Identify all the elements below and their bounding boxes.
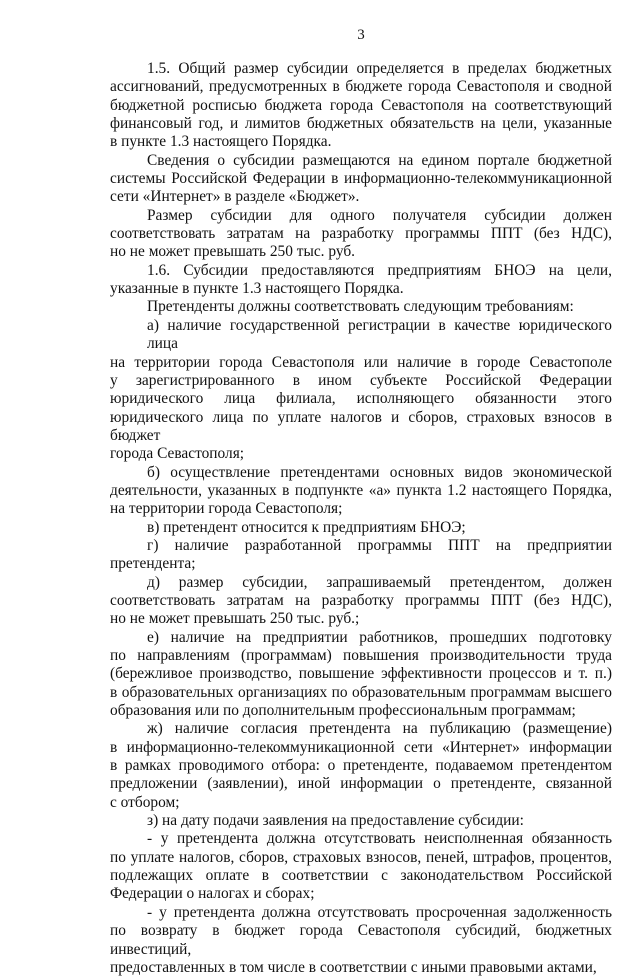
- paragraph-p1-6: [110, 262, 612, 299]
- text-line: образования или по дополнительным профессиональным программам;: [110, 702, 576, 720]
- text-line: з) на дату подачи заявления на предоставление субсидии:: [147, 812, 524, 830]
- text-line: с отбором;: [110, 793, 180, 811]
- text-line: предоставленных в том числе в соответствии с иными правовыми актами,: [110, 958, 597, 976]
- paragraph-req-zh: [110, 720, 612, 812]
- text-line: предложении (заявлении), иной информации о претенденте, связанной: [110, 775, 612, 793]
- text-line: б) осуществление претендентами основных видов экономической: [147, 463, 612, 481]
- paragraph-p1-5: [110, 60, 612, 152]
- page-number: 3: [357, 27, 365, 43]
- paragraph-req-e: [110, 629, 612, 721]
- text-line: на территории города Севастополя или наличие в городе Севастополе: [110, 353, 612, 371]
- document-body: [110, 60, 612, 977]
- paragraph-razmer: [110, 207, 612, 262]
- text-line: Претенденты должны соответствовать следующим требованиям:: [147, 298, 574, 316]
- text-line: 1.5. Общий размер субсидии определяется в пределах бюджетных: [147, 60, 612, 77]
- text-line: но не может превышать 250 тыс. руб.;: [110, 610, 360, 628]
- text-line: 1.6. Субсидии предоставляются предприятиям БНОЭ на цели,: [147, 261, 612, 279]
- text-line: - у претендента должна отсутствовать просроченная задолженность: [147, 903, 612, 921]
- text-line: бюджетной росписью бюджета города Севастополя на соответствующий: [110, 96, 612, 114]
- paragraph-req-g: [110, 537, 612, 574]
- text-line: в рамках проводимого отбора: о претенденте, подаваемом претендентом: [110, 757, 612, 775]
- text-line: Федерации о налогах и сборах;: [110, 885, 315, 903]
- text-line: г) наличие разработанной программы ППТ на предприятии: [147, 536, 612, 554]
- paragraph-req-z: [110, 812, 612, 830]
- text-line: деятельности, указанных в подпункте «а» пункта 1.2 настоящего Порядка,: [110, 481, 612, 499]
- text-line: подлежащих оплате в соответствии с законодательством Российской: [110, 867, 612, 885]
- text-line: д) размер субсидии, запрашиваемый претендентом, должен: [147, 573, 612, 591]
- text-line: е) наличие на предприятии работников, прошедших подготовку: [147, 628, 612, 646]
- paragraph-req-z-1: [110, 830, 612, 903]
- text-line: на территории города Севастополя;: [110, 500, 343, 518]
- text-line: по уплате налогов, сборов, страховых взносов, пеней, штрафов, процентов,: [110, 848, 612, 866]
- text-line: ж) наличие согласия претендента на публикацию (размещение): [147, 720, 612, 738]
- paragraph-req-a: [110, 317, 612, 464]
- paragraph-svedeniya: [110, 152, 612, 207]
- text-line: Размер субсидии для одного получателя субсидии должен: [147, 206, 612, 224]
- text-line: сети «Интернет» в разделе «Бюджет».: [110, 188, 360, 206]
- text-line: у зарегистрированного в ином субъекте Российской Федерации: [110, 371, 612, 389]
- text-line: в пункте 1.3 настоящего Порядка.: [110, 133, 332, 151]
- text-line: а) наличие государственной регистрации в качестве юридического лица: [147, 316, 612, 353]
- text-line: по возврату в бюджет города Севастополя субсидий, бюджетных инвестиций,: [110, 922, 612, 958]
- text-line: юридического лица по уплате налогов и сборов, страховых взносов в бюджет: [110, 408, 612, 444]
- text-line: ассигнований, предусмотренных в бюджете города Севастополя и сводной: [110, 78, 612, 96]
- text-line: указанные в пункте 1.3 настоящего Порядка.: [110, 280, 404, 298]
- paragraph-req-d: [110, 574, 612, 629]
- text-line: - у претендента должна отсутствовать неисполненная обязанность: [147, 830, 612, 848]
- text-line: соответствовать затратам на разработку программы ППТ (без НДС),: [110, 225, 612, 243]
- paragraph-req-z-2: [110, 904, 612, 977]
- text-line: претендента;: [110, 555, 196, 573]
- text-line: Сведения о субсидии размещаются на едином портале бюджетной: [147, 151, 612, 169]
- text-line: (бережливое производство, повышение эффективности процессов и т. п.): [110, 665, 612, 683]
- text-line: но не может превышать 250 тыс. руб.: [110, 243, 356, 261]
- text-line: в информационно-телекоммуникационной сети «Интернет» информации: [110, 738, 612, 756]
- text-line: финансовый год, и лимитов бюджетных обязательств на цели, указанные: [110, 115, 612, 133]
- text-line: по направлениям (программам) повышения производительности труда: [110, 647, 612, 664]
- paragraph-req-b: [110, 464, 612, 519]
- paragraph-req-v: [110, 519, 612, 537]
- text-line: юридического лица филиала, исполняющего обязанности этого: [110, 390, 612, 408]
- paragraph-pretendenty: [110, 298, 612, 316]
- text-line: города Севастополя;: [110, 445, 245, 463]
- text-line: в образовательных организациях по образовательным программам высшего: [110, 683, 612, 701]
- text-line: в) претендент относится к предприятиям БНОЭ;: [147, 518, 466, 536]
- text-line: системы Российской Федерации в информационно-телекоммуникационной: [110, 170, 612, 188]
- text-line: соответствовать затратам на разработку программы ППТ (без НДС),: [110, 591, 612, 609]
